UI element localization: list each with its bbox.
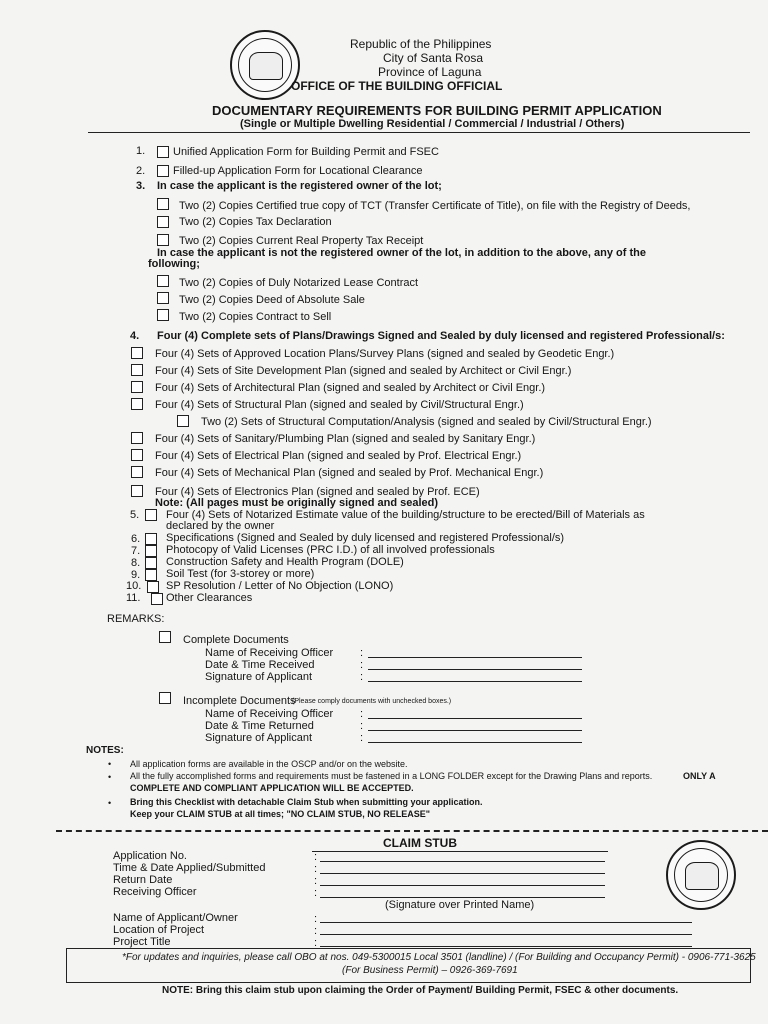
claim-project-title-colon: : bbox=[314, 937, 318, 949]
item-3f-label: Two (2) Copies Deed of Absolute Sale bbox=[179, 294, 365, 306]
complete-officer-label: Name of Receiving Officer bbox=[205, 647, 334, 659]
claim-receiving-officer-field[interactable] bbox=[320, 897, 605, 898]
claim-stub-seal-logo bbox=[666, 840, 736, 910]
item-11-number: 11. bbox=[126, 592, 141, 604]
inquiry-line-1: *For updates and inquiries, please call OBO at nos. 049-5300015 Local 3501 (landline) / (For Building and Occupancy Permit) - 0906-771-3625 bbox=[122, 952, 756, 963]
item-4f-checkbox[interactable] bbox=[131, 432, 143, 444]
item-9-checkbox[interactable] bbox=[145, 569, 157, 581]
claim-date-applied-label: Time & Date Applied/Submitted bbox=[113, 862, 266, 874]
complete-date-label: Date & Time Received bbox=[205, 659, 315, 671]
claim-date-applied-colon: : bbox=[314, 863, 318, 875]
incomplete-documents-label: Incomplete Documents bbox=[183, 695, 296, 707]
item-4e-label: Two (2) Sets of Structural Computation/Analysis (signed and sealed by Civil/Structural Engr.) bbox=[201, 416, 652, 428]
header-divider bbox=[88, 132, 750, 133]
item-9-number: 9. bbox=[131, 569, 141, 581]
item-6-number: 6. bbox=[131, 533, 141, 545]
claim-signature-caption: (Signature over Printed Name) bbox=[385, 899, 535, 911]
incomplete-signature-colon: : bbox=[360, 732, 364, 744]
item-5-checkbox[interactable] bbox=[145, 509, 157, 521]
note-3: Bring this Checklist with detachable Claim Stub when submitting your application. bbox=[130, 797, 483, 807]
item-11-label: Other Clearances bbox=[166, 592, 253, 604]
item-4i-checkbox[interactable] bbox=[131, 485, 143, 497]
item-4h-label: Four (4) Sets of Mechanical Plan (signed and sealed by Prof. Mechanical Engr.) bbox=[155, 467, 544, 479]
item-4h-checkbox[interactable] bbox=[131, 466, 143, 478]
incomplete-documents-note: (Please comply documents with unchecked boxes.) bbox=[292, 698, 452, 705]
item-10-label: SP Resolution / Letter of No Objection (LONO) bbox=[166, 580, 394, 592]
complete-date-field[interactable] bbox=[368, 669, 582, 670]
note-2: All the fully accomplished forms and requirements must be fastened in a LONG FOLDER except for the Drawing Plans and reports. bbox=[130, 771, 653, 781]
complete-signature-field[interactable] bbox=[368, 681, 582, 682]
complete-documents-checkbox[interactable] bbox=[159, 631, 171, 643]
item-2-label: Filled-up Application Form for Locational Clearance bbox=[173, 165, 423, 177]
item-8-checkbox[interactable] bbox=[145, 557, 157, 569]
item-10-checkbox[interactable] bbox=[147, 581, 159, 593]
header-city: City of Santa Rosa bbox=[383, 51, 484, 65]
claim-footer-note: NOTE: Bring this claim stub upon claiming the Order of Payment/ Building Permit, FSEC & other documents. bbox=[162, 985, 679, 996]
complete-officer-field[interactable] bbox=[368, 657, 582, 658]
claim-receiving-officer-colon: : bbox=[314, 887, 318, 899]
claim-receiving-officer-label: Receiving Officer bbox=[113, 886, 197, 898]
item-4g-label: Four (4) Sets of Electrical Plan (signed and sealed by Prof. Electrical Engr.) bbox=[155, 450, 522, 462]
item-4d-label: Four (4) Sets of Structural Plan (signed and sealed by Civil/Structural Engr.) bbox=[155, 399, 524, 411]
item-6-checkbox[interactable] bbox=[145, 533, 157, 545]
item-3e-checkbox[interactable] bbox=[157, 275, 169, 287]
item-1-label: Unified Application Form for Building Permit and FSEC bbox=[173, 146, 439, 158]
item-3a-checkbox[interactable] bbox=[157, 198, 169, 210]
item-11-checkbox[interactable] bbox=[151, 593, 163, 605]
page-title: DOCUMENTARY REQUIREMENTS FOR BUILDING PERMIT APPLICATION bbox=[212, 103, 662, 118]
item-3a-label: Two (2) Copies Certified true copy of TCT (Transfer Certificate of Title), on file with the Registry of Deeds, bbox=[179, 200, 691, 212]
incomplete-officer-field[interactable] bbox=[368, 718, 582, 719]
item-4a-label: Four (4) Sets of Approved Location Plans/Survey Plans (signed and sealed by Geodetic Engr.) bbox=[155, 348, 615, 360]
item-4b-checkbox[interactable] bbox=[131, 364, 143, 376]
incomplete-officer-colon: : bbox=[360, 708, 364, 720]
item-4c-checkbox[interactable] bbox=[131, 381, 143, 393]
item-3-number: 3. bbox=[136, 180, 146, 192]
item-3d-heading-cont: following; bbox=[148, 258, 200, 270]
claim-stub-cutline bbox=[56, 830, 768, 832]
incomplete-documents-checkbox[interactable] bbox=[159, 692, 171, 704]
claim-return-date-colon: : bbox=[314, 875, 318, 887]
item-4-label: Four (4) Complete sets of Plans/Drawings Signed and Sealed by duly licensed and registered Professional/s: bbox=[157, 330, 725, 342]
claim-return-date-field[interactable] bbox=[320, 885, 605, 886]
item-4d-checkbox[interactable] bbox=[131, 398, 143, 410]
page-subtitle: (Single or Multiple Dwelling Residential / Commercial / Industrial / Others) bbox=[240, 118, 625, 130]
item-4b-label: Four (4) Sets of Site Development Plan (signed and sealed by Architect or Civil Engr.) bbox=[155, 365, 572, 377]
item-3e-label: Two (2) Copies of Duly Notarized Lease Contract bbox=[179, 277, 419, 289]
item-4-note: Note: (All pages must be originally signed and sealed) bbox=[155, 497, 438, 509]
item-3f-checkbox[interactable] bbox=[157, 292, 169, 304]
city-seal-logo bbox=[230, 30, 300, 100]
complete-officer-colon: : bbox=[360, 647, 364, 659]
incomplete-date-label: Date & Time Returned bbox=[205, 720, 314, 732]
item-3c-label: Two (2) Copies Current Real Property Tax Receipt bbox=[179, 235, 424, 247]
claim-return-date-label: Return Date bbox=[113, 874, 173, 886]
note-2-emphasis: ONLY A bbox=[683, 771, 716, 781]
item-8-label: Construction Safety and Health Program (DOLE) bbox=[166, 556, 404, 568]
claim-date-applied-field[interactable] bbox=[320, 873, 605, 874]
claim-stub-title: CLAIM STUB bbox=[383, 836, 457, 850]
claim-applicant-name-field[interactable] bbox=[320, 922, 692, 923]
item-3b-label: Two (2) Copies Tax Declaration bbox=[179, 216, 332, 228]
item-3c-checkbox[interactable] bbox=[157, 234, 169, 246]
item-3-label: In case the applicant is the registered owner of the lot; bbox=[157, 180, 442, 192]
remarks-label: REMARKS: bbox=[107, 613, 165, 625]
item-4f-label: Four (4) Sets of Sanitary/Plumbing Plan (signed and sealed by Sanitary Engr.) bbox=[155, 433, 536, 445]
incomplete-officer-label: Name of Receiving Officer bbox=[205, 708, 334, 720]
claim-project-title-label: Project Title bbox=[113, 936, 171, 948]
complete-date-colon: : bbox=[360, 659, 364, 671]
note-3-cont: Keep your CLAIM STUB at all times; "NO CLAIM STUB, NO RELEASE" bbox=[130, 809, 431, 819]
claim-applicant-name-colon: : bbox=[314, 913, 318, 925]
item-8-number: 8. bbox=[131, 557, 141, 569]
notes-label: NOTES: bbox=[86, 745, 124, 756]
item-5-label-cont: declared by the owner bbox=[166, 520, 275, 532]
inquiry-line-2: (For Business Permit) – 0926-369-7691 bbox=[342, 965, 518, 976]
item-7-number: 7. bbox=[131, 545, 141, 557]
claim-application-no-field[interactable] bbox=[320, 861, 605, 862]
item-4c-label: Four (4) Sets of Architectural Plan (signed and sealed by Architect or Civil Engr.) bbox=[155, 382, 546, 394]
item-7-checkbox[interactable] bbox=[145, 545, 157, 557]
item-1-checkbox[interactable] bbox=[157, 146, 169, 158]
claim-applicant-name-label: Name of Applicant/Owner bbox=[113, 912, 238, 924]
note-1-bullet: • bbox=[108, 759, 112, 769]
item-7-label: Photocopy of Valid Licenses (PRC I.D.) of all involved professionals bbox=[166, 544, 495, 556]
item-5-number: 5. bbox=[130, 509, 140, 521]
note-2-bullet: • bbox=[108, 772, 112, 782]
complete-signature-label: Signature of Applicant bbox=[205, 671, 313, 683]
item-3g-label: Two (2) Copies Contract to Sell bbox=[179, 311, 332, 323]
claim-application-no-label: Application No. bbox=[113, 850, 187, 862]
item-5-label: Four (4) Sets of Notarized Estimate value of the building/structure to be erected/Bill of Materials as bbox=[166, 509, 645, 521]
claim-location-field[interactable] bbox=[320, 934, 692, 935]
complete-documents-label: Complete Documents bbox=[183, 634, 289, 646]
item-3b-checkbox[interactable] bbox=[157, 216, 169, 228]
note-1: All application forms are available in the OSCP and/or on the website. bbox=[130, 759, 408, 769]
claim-location-label: Location of Project bbox=[113, 924, 205, 936]
item-4a-checkbox[interactable] bbox=[131, 347, 143, 359]
item-3g-checkbox[interactable] bbox=[157, 309, 169, 321]
incomplete-date-colon: : bbox=[360, 720, 364, 732]
incomplete-date-field[interactable] bbox=[368, 730, 582, 731]
note-3-bullet: • bbox=[108, 798, 112, 808]
item-2-checkbox[interactable] bbox=[157, 165, 169, 177]
note-2-cont: COMPLETE AND COMPLIANT APPLICATION WILL BE ACCEPTED. bbox=[130, 783, 414, 793]
claim-stub-title-rule bbox=[312, 851, 608, 852]
item-6-label: Specifications (Signed and Sealed by duly licensed and registered Professional/s) bbox=[166, 532, 565, 544]
item-9-label: Soil Test (for 3-storey or more) bbox=[166, 568, 315, 580]
item-4i-label: Four (4) Sets of Electronics Plan (signed and sealed by Prof. ECE) bbox=[155, 486, 480, 498]
item-10-number: 10. bbox=[126, 580, 142, 592]
item-1-number: 1. bbox=[136, 145, 146, 157]
header-republic: Republic of the Philippines bbox=[350, 37, 492, 51]
complete-signature-colon: : bbox=[360, 671, 364, 683]
header-office: OFFICE OF THE BUILDING OFFICIAL bbox=[291, 79, 503, 93]
item-2-number: 2. bbox=[136, 165, 146, 177]
claim-application-no-colon: : bbox=[314, 851, 318, 863]
incomplete-signature-field[interactable] bbox=[368, 742, 582, 743]
claim-project-title-field[interactable] bbox=[320, 946, 692, 947]
item-4g-checkbox[interactable] bbox=[131, 449, 143, 461]
item-4-number: 4. bbox=[130, 330, 140, 342]
item-4e-checkbox[interactable] bbox=[177, 415, 189, 427]
incomplete-signature-label: Signature of Applicant bbox=[205, 732, 313, 744]
item-3d-heading: In case the applicant is not the registered owner of the lot, in addition to the above, any of the bbox=[157, 247, 646, 259]
header-province: Province of Laguna bbox=[378, 65, 482, 79]
claim-location-colon: : bbox=[314, 925, 318, 937]
